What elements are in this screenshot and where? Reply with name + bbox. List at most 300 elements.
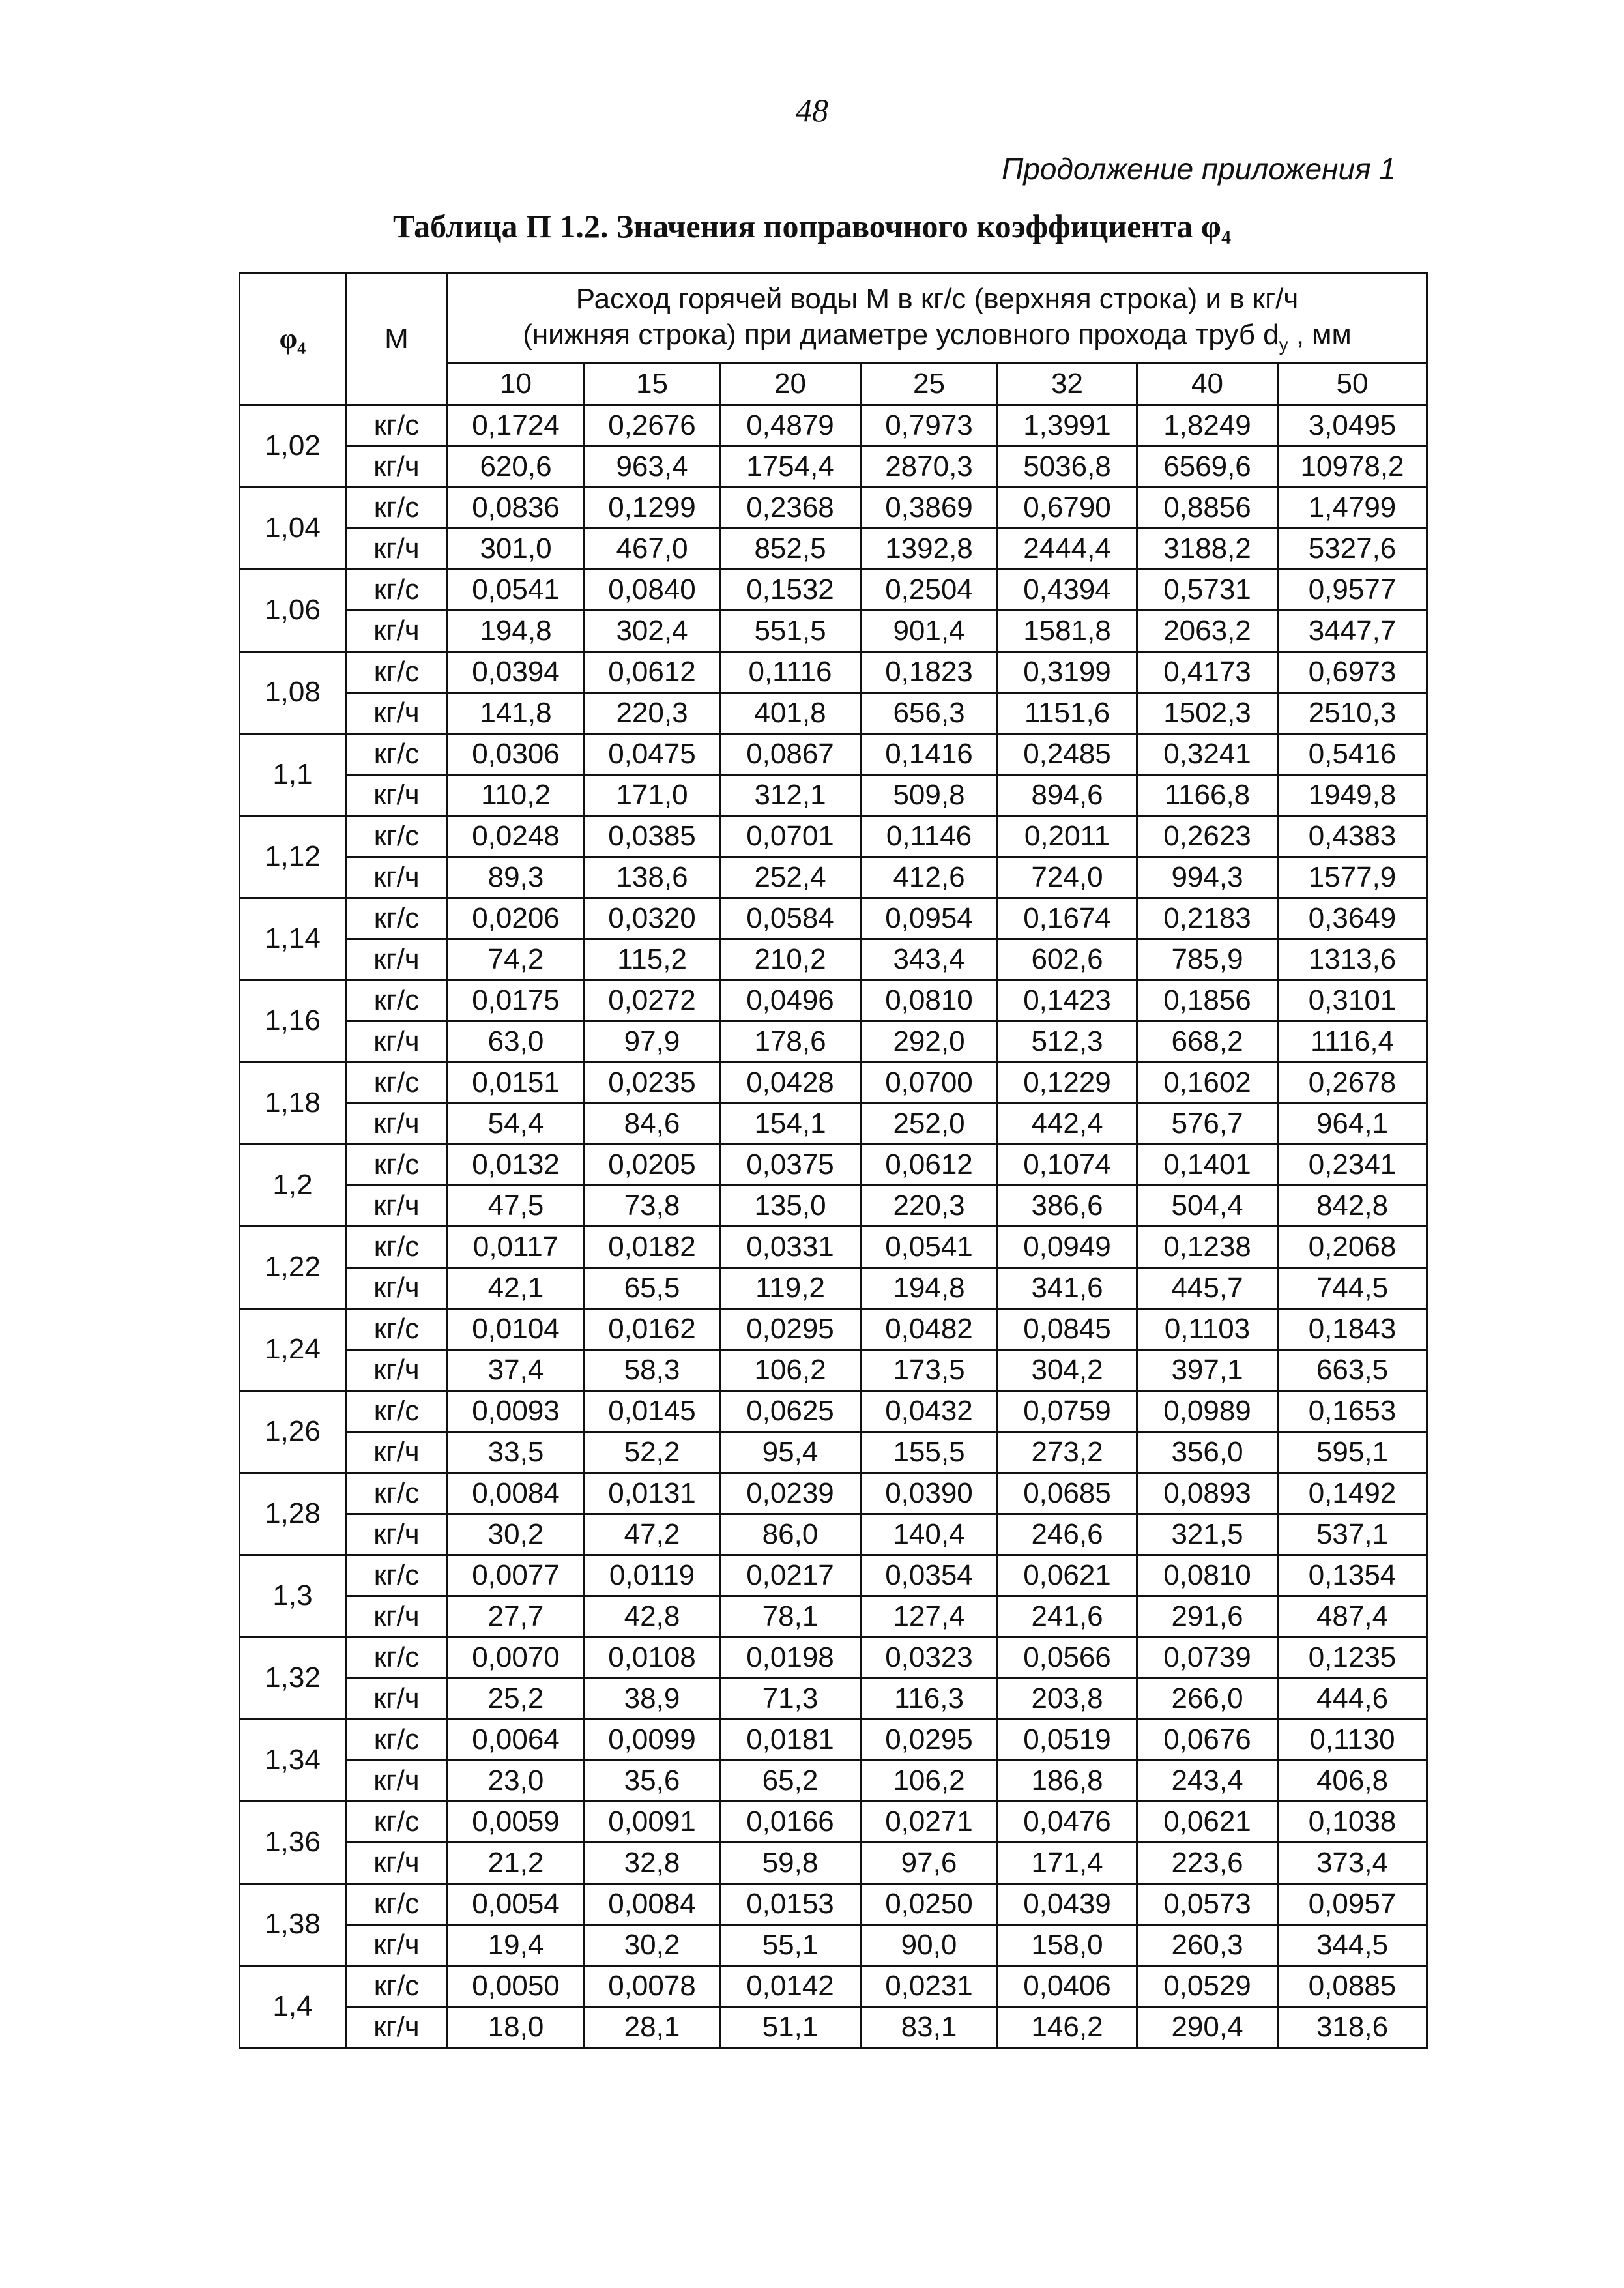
cell-kgs: 0,2678 xyxy=(1278,1062,1427,1103)
unit-kgs: кг/с xyxy=(346,1637,448,1678)
table-row-kgs xyxy=(240,1965,1427,2006)
cell-kgs: 0,0893 xyxy=(1137,1473,1278,1514)
unit-kgs: кг/с xyxy=(346,1719,448,1760)
phi-value: 1,02 xyxy=(240,405,346,487)
cell-kgh: 42,8 xyxy=(585,1596,720,1637)
cell-kgs: 0,0845 xyxy=(998,1308,1137,1349)
cell-kgh: 47,2 xyxy=(585,1514,720,1555)
phi-value: 1,1 xyxy=(240,733,346,815)
cell-kgs: 0,6973 xyxy=(1278,651,1427,692)
cell-kgs: 0,0054 xyxy=(448,1883,585,1924)
cell-kgs: 0,1416 xyxy=(861,733,998,774)
cell-kgh: 901,4 xyxy=(861,610,998,651)
phi-value: 1,28 xyxy=(240,1473,346,1555)
table-row-kgs xyxy=(240,980,1427,1021)
cell-kgh: 158,0 xyxy=(998,1924,1137,1965)
cell-kgh: 65,2 xyxy=(720,1760,861,1801)
cell-kgs: 0,0306 xyxy=(448,733,585,774)
cell-kgs: 0,0621 xyxy=(1137,1801,1278,1842)
cell-kgs: 0,0320 xyxy=(585,898,720,939)
table-row-kgs xyxy=(240,1719,1427,1760)
unit-kgs: кг/с xyxy=(346,898,448,939)
cell-kgs: 0,4394 xyxy=(998,569,1137,610)
cell-kgs: 0,0104 xyxy=(448,1308,585,1349)
cell-kgh: 186,8 xyxy=(998,1760,1137,1801)
cell-kgs: 0,2011 xyxy=(998,815,1137,857)
table-row-kgs xyxy=(240,815,1427,857)
cell-kgh: 963,4 xyxy=(585,446,720,487)
cell-kgh: 73,8 xyxy=(585,1185,720,1226)
header-description-line2 xyxy=(454,317,1421,356)
correction-coefficient-table xyxy=(239,272,1428,2049)
cell-kgs: 0,0810 xyxy=(1137,1555,1278,1596)
unit-kgh: кг/ч xyxy=(346,692,448,733)
cell-kgs: 0,0064 xyxy=(448,1719,585,1760)
cell-kgh: 146,2 xyxy=(998,2006,1137,2047)
cell-kgh: 106,2 xyxy=(861,1760,998,1801)
cell-kgh: 1151,6 xyxy=(998,692,1137,733)
cell-kgs: 0,0840 xyxy=(585,569,720,610)
cell-kgh: 86,0 xyxy=(720,1514,861,1555)
cell-kgs: 0,1116 xyxy=(720,651,861,692)
unit-kgs: кг/с xyxy=(346,1473,448,1514)
header-diameter-10: 10 xyxy=(448,363,585,405)
cell-kgh: 509,8 xyxy=(861,774,998,815)
phi-value: 1,22 xyxy=(240,1226,346,1308)
cell-kgs: 0,0205 xyxy=(585,1144,720,1185)
cell-kgs: 0,1674 xyxy=(998,898,1137,939)
unit-kgh: кг/ч xyxy=(346,1842,448,1883)
cell-kgh: 55,1 xyxy=(720,1924,861,1965)
cell-kgh: 894,6 xyxy=(998,774,1137,815)
cell-kgs: 0,0566 xyxy=(998,1637,1137,1678)
unit-kgh: кг/ч xyxy=(346,1021,448,1062)
table-row-kgs xyxy=(240,733,1427,774)
header-description-line1: Расход горячей воды М в кг/с (верхняя строка) и в кг/ч xyxy=(575,283,1299,315)
cell-kgh: 1313,6 xyxy=(1278,939,1427,980)
cell-kgs: 0,0295 xyxy=(720,1308,861,1349)
cell-kgh: 52,2 xyxy=(585,1431,720,1473)
cell-kgs: 0,0084 xyxy=(448,1473,585,1514)
cell-kgs: 0,0108 xyxy=(585,1637,720,1678)
unit-kgh: кг/ч xyxy=(346,1185,448,1226)
table-row-kgs xyxy=(240,651,1427,692)
cell-kgs: 1,3991 xyxy=(998,405,1137,446)
cell-kgs: 0,4879 xyxy=(720,405,861,446)
cell-kgh: 58,3 xyxy=(585,1349,720,1390)
cell-kgh: 71,3 xyxy=(720,1678,861,1719)
cell-kgh: 2870,3 xyxy=(861,446,998,487)
cell-kgh: 301,0 xyxy=(448,528,585,569)
cell-kgh: 138,6 xyxy=(585,857,720,898)
cell-kgs: 0,2341 xyxy=(1278,1144,1427,1185)
cell-kgs: 0,0476 xyxy=(998,1801,1137,1842)
cell-kgs: 0,1856 xyxy=(1137,980,1278,1021)
cell-kgh: 260,3 xyxy=(1137,1924,1278,1965)
cell-kgs: 0,0175 xyxy=(448,980,585,1021)
table-row-kgh xyxy=(240,1842,1427,1883)
cell-kgh: 442,4 xyxy=(998,1103,1137,1144)
cell-kgs: 0,0759 xyxy=(998,1390,1137,1431)
table-row-kgs xyxy=(240,405,1427,446)
cell-kgh: 397,1 xyxy=(1137,1349,1278,1390)
table-row-kgh xyxy=(240,1431,1427,1473)
cell-kgs: 0,0117 xyxy=(448,1226,585,1267)
cell-kgh: 302,4 xyxy=(585,610,720,651)
header-description xyxy=(448,274,1427,364)
cell-kgh: 964,1 xyxy=(1278,1103,1427,1144)
cell-kgs: 0,0612 xyxy=(585,651,720,692)
header-diameter-50: 50 xyxy=(1278,363,1427,405)
header-diameter-15: 15 xyxy=(585,363,720,405)
cell-kgh: 84,6 xyxy=(585,1103,720,1144)
unit-kgh: кг/ч xyxy=(346,1678,448,1719)
cell-kgs: 0,1602 xyxy=(1137,1062,1278,1103)
cell-kgh: 42,1 xyxy=(448,1267,585,1308)
phi-value: 1,16 xyxy=(240,980,346,1062)
cell-kgs: 0,1130 xyxy=(1278,1719,1427,1760)
cell-kgs: 0,0475 xyxy=(585,733,720,774)
cell-kgh: 1949,8 xyxy=(1278,774,1427,815)
cell-kgh: 115,2 xyxy=(585,939,720,980)
cell-kgs: 0,0162 xyxy=(585,1308,720,1349)
cell-kgh: 537,1 xyxy=(1278,1514,1427,1555)
cell-kgs: 1,4799 xyxy=(1278,487,1427,528)
cell-kgs: 0,1492 xyxy=(1278,1473,1427,1514)
header-diameter-20: 20 xyxy=(720,363,861,405)
cell-kgs: 0,1146 xyxy=(861,815,998,857)
unit-kgs: кг/с xyxy=(346,1555,448,1596)
cell-kgs: 0,0573 xyxy=(1137,1883,1278,1924)
table-row-kgh xyxy=(240,1021,1427,1062)
phi-value: 1,2 xyxy=(240,1144,346,1226)
unit-kgs: кг/с xyxy=(346,1801,448,1842)
table-row-kgh xyxy=(240,1924,1427,1965)
cell-kgs: 1,8249 xyxy=(1137,405,1278,446)
phi-value: 1,12 xyxy=(240,815,346,898)
cell-kgs: 0,1653 xyxy=(1278,1390,1427,1431)
cell-kgh: 343,4 xyxy=(861,939,998,980)
cell-kgs: 0,0700 xyxy=(861,1062,998,1103)
cell-kgs: 0,0685 xyxy=(998,1473,1137,1514)
unit-kgs: кг/с xyxy=(346,1226,448,1267)
cell-kgs: 3,0495 xyxy=(1278,405,1427,446)
table-row-kgs xyxy=(240,1144,1427,1185)
cell-kgs: 0,0432 xyxy=(861,1390,998,1431)
unit-kgs: кг/с xyxy=(346,1308,448,1349)
cell-kgs: 0,0181 xyxy=(720,1719,861,1760)
cell-kgh: 852,5 xyxy=(720,528,861,569)
cell-kgh: 252,0 xyxy=(861,1103,998,1144)
cell-kgh: 994,3 xyxy=(1137,857,1278,898)
cell-kgh: 321,5 xyxy=(1137,1514,1278,1555)
table-row-kgs xyxy=(240,1555,1427,1596)
cell-kgs: 0,0385 xyxy=(585,815,720,857)
cell-kgh: 487,4 xyxy=(1278,1596,1427,1637)
cell-kgs: 0,5416 xyxy=(1278,733,1427,774)
cell-kgh: 2510,3 xyxy=(1278,692,1427,733)
cell-kgs: 0,0390 xyxy=(861,1473,998,1514)
cell-kgh: 35,6 xyxy=(585,1760,720,1801)
unit-kgh: кг/ч xyxy=(346,1514,448,1555)
cell-kgs: 0,0271 xyxy=(861,1801,998,1842)
unit-kgh: кг/ч xyxy=(346,1349,448,1390)
cell-kgh: 194,8 xyxy=(861,1267,998,1308)
table-row-kgh xyxy=(240,1267,1427,1308)
unit-kgh: кг/ч xyxy=(346,1103,448,1144)
cell-kgs: 0,0836 xyxy=(448,487,585,528)
cell-kgs: 0,0078 xyxy=(585,1965,720,2006)
unit-kgh: кг/ч xyxy=(346,528,448,569)
cell-kgs: 0,0091 xyxy=(585,1801,720,1842)
unit-kgs: кг/с xyxy=(346,1965,448,2006)
cell-kgh: 252,4 xyxy=(720,857,861,898)
cell-kgh: 785,9 xyxy=(1137,939,1278,980)
unit-kgh: кг/ч xyxy=(346,1267,448,1308)
cell-kgs: 0,0295 xyxy=(861,1719,998,1760)
cell-kgh: 724,0 xyxy=(998,857,1137,898)
cell-kgs: 0,0519 xyxy=(998,1719,1137,1760)
cell-kgh: 246,6 xyxy=(998,1514,1137,1555)
cell-kgh: 38,9 xyxy=(585,1678,720,1719)
continuation-note: Продолжение приложения 1 xyxy=(1002,152,1396,186)
cell-kgs: 0,1038 xyxy=(1278,1801,1427,1842)
table-row-kgh xyxy=(240,1678,1427,1719)
cell-kgh: 135,0 xyxy=(720,1185,861,1226)
cell-kgs: 0,0496 xyxy=(720,980,861,1021)
cell-kgs: 0,0810 xyxy=(861,980,998,1021)
cell-kgh: 74,2 xyxy=(448,939,585,980)
page-number: 48 xyxy=(796,92,828,128)
cell-kgs: 0,0949 xyxy=(998,1226,1137,1267)
cell-kgs: 0,0142 xyxy=(720,1965,861,2006)
table-row-kgh xyxy=(240,1760,1427,1801)
cell-kgs: 0,2068 xyxy=(1278,1226,1427,1267)
cell-kgs: 0,1074 xyxy=(998,1144,1137,1185)
table-title: Таблица П 1.2. Значения поправочного коэффициента φ₄ xyxy=(393,208,1231,244)
cell-kgh: 344,5 xyxy=(1278,1924,1427,1965)
cell-kgs: 0,2485 xyxy=(998,733,1137,774)
cell-kgs: 0,0584 xyxy=(720,898,861,939)
cell-kgs: 0,0198 xyxy=(720,1637,861,1678)
cell-kgs: 0,0272 xyxy=(585,980,720,1021)
unit-kgs: кг/с xyxy=(346,569,448,610)
cell-kgh: 10978,2 xyxy=(1278,446,1427,487)
cell-kgh: 318,6 xyxy=(1278,2006,1427,2047)
cell-kgh: 194,8 xyxy=(448,610,585,651)
cell-kgh: 127,4 xyxy=(861,1596,998,1637)
cell-kgh: 220,3 xyxy=(585,692,720,733)
cell-kgs: 0,0099 xyxy=(585,1719,720,1760)
cell-kgh: 842,8 xyxy=(1278,1185,1427,1226)
cell-kgh: 51,1 xyxy=(720,2006,861,2047)
cell-kgs: 0,6790 xyxy=(998,487,1137,528)
cell-kgs: 0,0166 xyxy=(720,1801,861,1842)
cell-kgs: 0,0077 xyxy=(448,1555,585,1596)
cell-kgs: 0,0231 xyxy=(861,1965,998,2006)
cell-kgh: 5327,6 xyxy=(1278,528,1427,569)
cell-kgs: 0,3649 xyxy=(1278,898,1427,939)
unit-kgs: кг/с xyxy=(346,1390,448,1431)
cell-kgh: 18,0 xyxy=(448,2006,585,2047)
phi-value: 1,18 xyxy=(240,1062,346,1144)
cell-kgs: 0,1103 xyxy=(1137,1308,1278,1349)
cell-kgh: 668,2 xyxy=(1137,1021,1278,1062)
cell-kgh: 141,8 xyxy=(448,692,585,733)
table-row-kgh xyxy=(240,1596,1427,1637)
cell-kgh: 445,7 xyxy=(1137,1267,1278,1308)
cell-kgh: 95,4 xyxy=(720,1431,861,1473)
cell-kgs: 0,0153 xyxy=(720,1883,861,1924)
header-m: М xyxy=(346,274,448,405)
cell-kgh: 3188,2 xyxy=(1137,528,1278,569)
header-description-line2-text: (нижняя строка) при диаметре условного прохода труб d xyxy=(523,319,1279,351)
unit-kgs: кг/с xyxy=(346,815,448,857)
unit-kgh: кг/ч xyxy=(346,446,448,487)
unit-kgh: кг/ч xyxy=(346,2006,448,2047)
cell-kgs: 0,1823 xyxy=(861,651,998,692)
table-row-kgh xyxy=(240,774,1427,815)
cell-kgs: 0,2504 xyxy=(861,569,998,610)
cell-kgh: 89,3 xyxy=(448,857,585,898)
cell-kgs: 0,0119 xyxy=(585,1555,720,1596)
cell-kgs: 0,4173 xyxy=(1137,651,1278,692)
unit-kgs: кг/с xyxy=(346,733,448,774)
cell-kgs: 0,0050 xyxy=(448,1965,585,2006)
table-row-kgs xyxy=(240,569,1427,610)
cell-kgs: 0,2676 xyxy=(585,405,720,446)
table-row-kgh xyxy=(240,1349,1427,1390)
cell-kgh: 467,0 xyxy=(585,528,720,569)
cell-kgh: 1581,8 xyxy=(998,610,1137,651)
unit-kgh: кг/ч xyxy=(346,610,448,651)
phi-value: 1,24 xyxy=(240,1308,346,1390)
cell-kgh: 504,4 xyxy=(1137,1185,1278,1226)
cell-kgs: 0,0701 xyxy=(720,815,861,857)
cell-kgh: 5036,8 xyxy=(998,446,1137,487)
cell-kgs: 0,3101 xyxy=(1278,980,1427,1021)
unit-kgs: кг/с xyxy=(346,1144,448,1185)
cell-kgh: 356,0 xyxy=(1137,1431,1278,1473)
cell-kgh: 223,6 xyxy=(1137,1842,1278,1883)
header-phi: φ₄ xyxy=(240,274,346,405)
cell-kgs: 0,0331 xyxy=(720,1226,861,1267)
cell-kgh: 78,1 xyxy=(720,1596,861,1637)
unit-kgh: кг/ч xyxy=(346,857,448,898)
cell-kgs: 0,1235 xyxy=(1278,1637,1427,1678)
cell-kgh: 33,5 xyxy=(448,1431,585,1473)
cell-kgh: 291,6 xyxy=(1137,1596,1278,1637)
cell-kgh: 173,5 xyxy=(861,1349,998,1390)
phi-value: 1,4 xyxy=(240,1965,346,2047)
cell-kgs: 0,0059 xyxy=(448,1801,585,1842)
cell-kgh: 595,1 xyxy=(1278,1431,1427,1473)
cell-kgs: 0,0621 xyxy=(998,1555,1137,1596)
cell-kgs: 0,1229 xyxy=(998,1062,1137,1103)
cell-kgs: 0,4383 xyxy=(1278,815,1427,857)
cell-kgh: 97,9 xyxy=(585,1021,720,1062)
cell-kgh: 27,7 xyxy=(448,1596,585,1637)
phi-value: 1,3 xyxy=(240,1555,346,1637)
cell-kgs: 0,3869 xyxy=(861,487,998,528)
cell-kgs: 0,0206 xyxy=(448,898,585,939)
cell-kgh: 116,3 xyxy=(861,1678,998,1719)
table-row-kgs xyxy=(240,898,1427,939)
cell-kgh: 312,1 xyxy=(720,774,861,815)
table-row-kgs xyxy=(240,1390,1427,1431)
cell-kgh: 444,6 xyxy=(1278,1678,1427,1719)
cell-kgs: 0,3199 xyxy=(998,651,1137,692)
unit-kgh: кг/ч xyxy=(346,774,448,815)
cell-kgh: 373,4 xyxy=(1278,1842,1427,1883)
table-row-kgh xyxy=(240,2006,1427,2047)
unit-kgs: кг/с xyxy=(346,1883,448,1924)
table-row-kgh xyxy=(240,1514,1427,1555)
phi-value: 1,04 xyxy=(240,487,346,569)
cell-kgs: 0,2623 xyxy=(1137,815,1278,857)
phi-value: 1,34 xyxy=(240,1719,346,1801)
cell-kgs: 0,0354 xyxy=(861,1555,998,1596)
table-row-kgs xyxy=(240,1226,1427,1267)
header-description-subscript: у xyxy=(1279,334,1288,355)
cell-kgs: 0,1423 xyxy=(998,980,1137,1021)
cell-kgs: 0,0676 xyxy=(1137,1719,1278,1760)
cell-kgh: 602,6 xyxy=(998,939,1137,980)
table-row-kgh xyxy=(240,939,1427,980)
cell-kgh: 341,6 xyxy=(998,1267,1137,1308)
cell-kgh: 241,6 xyxy=(998,1596,1137,1637)
phi-value: 1,08 xyxy=(240,651,346,733)
header-description-unit: , мм xyxy=(1288,319,1352,351)
cell-kgh: 744,5 xyxy=(1278,1267,1427,1308)
cell-kgs: 0,0957 xyxy=(1278,1883,1427,1924)
cell-kgs: 0,0867 xyxy=(720,733,861,774)
cell-kgh: 106,2 xyxy=(720,1349,861,1390)
table-row-kgs xyxy=(240,487,1427,528)
cell-kgh: 6569,6 xyxy=(1137,446,1278,487)
cell-kgs: 0,0529 xyxy=(1137,1965,1278,2006)
cell-kgh: 21,2 xyxy=(448,1842,585,1883)
cell-kgh: 178,6 xyxy=(720,1021,861,1062)
cell-kgs: 0,0541 xyxy=(861,1226,998,1267)
table-row-kgs xyxy=(240,1801,1427,1842)
unit-kgs: кг/с xyxy=(346,405,448,446)
phi-value: 1,38 xyxy=(240,1883,346,1965)
table-row-kgs xyxy=(240,1062,1427,1103)
cell-kgs: 0,1354 xyxy=(1278,1555,1427,1596)
cell-kgh: 30,2 xyxy=(448,1514,585,1555)
cell-kgs: 0,1843 xyxy=(1278,1308,1427,1349)
cell-kgh: 576,7 xyxy=(1137,1103,1278,1144)
cell-kgh: 656,3 xyxy=(861,692,998,733)
cell-kgs: 0,3241 xyxy=(1137,733,1278,774)
cell-kgh: 65,5 xyxy=(585,1267,720,1308)
cell-kgh: 210,2 xyxy=(720,939,861,980)
cell-kgh: 1754,4 xyxy=(720,446,861,487)
cell-kgh: 171,4 xyxy=(998,1842,1137,1883)
cell-kgh: 97,6 xyxy=(861,1842,998,1883)
table-row-kgh xyxy=(240,610,1427,651)
cell-kgs: 0,0248 xyxy=(448,815,585,857)
cell-kgh: 273,2 xyxy=(998,1431,1137,1473)
unit-kgs: кг/с xyxy=(346,980,448,1021)
cell-kgs: 0,0739 xyxy=(1137,1637,1278,1678)
cell-kgs: 0,0131 xyxy=(585,1473,720,1514)
phi-value: 1,06 xyxy=(240,569,346,651)
cell-kgs: 0,0239 xyxy=(720,1473,861,1514)
cell-kgs: 0,2183 xyxy=(1137,898,1278,939)
cell-kgs: 0,0070 xyxy=(448,1637,585,1678)
